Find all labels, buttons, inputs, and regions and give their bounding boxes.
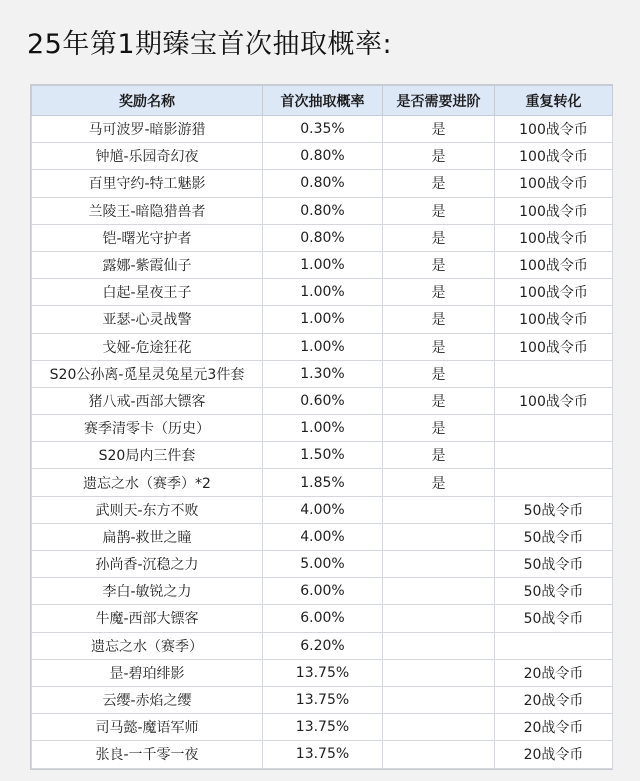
needs-advance-cell <box>383 605 495 632</box>
needs-advance-cell <box>383 714 495 741</box>
table-row <box>32 741 613 768</box>
needs-advance-cell: 是 <box>383 442 495 469</box>
needs-advance-cell <box>383 551 495 578</box>
reward-name-cell: 遗忘之水（赛季）*2 <box>32 469 263 496</box>
probability-cell: 1.85% <box>263 469 383 496</box>
needs-advance-cell: 是 <box>383 387 495 414</box>
table-row <box>32 360 613 387</box>
conversion-cell: 50战令币 <box>495 578 613 605</box>
conversion-cell: 20战令币 <box>495 741 613 768</box>
table-row <box>32 116 613 143</box>
conversion-cell: 100战令币 <box>495 279 613 306</box>
needs-advance-cell: 是 <box>383 360 495 387</box>
header-reward-name: 奖励名称 <box>32 86 263 116</box>
conversion-cell <box>495 415 613 442</box>
probability-cell: 0.35% <box>263 116 383 143</box>
table-row <box>32 143 613 170</box>
reward-name-cell: 戈娅-危途狂花 <box>32 333 263 360</box>
probability-cell: 13.75% <box>263 714 383 741</box>
reward-name-cell: 司马懿-魔语军师 <box>32 714 263 741</box>
conversion-cell: 100战令币 <box>495 197 613 224</box>
header-first-draw-probability: 首次抽取概率 <box>263 86 383 116</box>
probability-cell: 1.00% <box>263 251 383 278</box>
needs-advance-cell: 是 <box>383 251 495 278</box>
conversion-cell: 50战令币 <box>495 496 613 523</box>
conversion-cell <box>495 632 613 659</box>
needs-advance-cell <box>383 496 495 523</box>
reward-name-cell: S20公孙离-觅星灵兔星元3件套 <box>32 360 263 387</box>
needs-advance-cell: 是 <box>383 116 495 143</box>
reward-name-cell: 李白-敏锐之力 <box>32 578 263 605</box>
conversion-cell: 100战令币 <box>495 116 613 143</box>
probability-cell: 1.00% <box>263 333 383 360</box>
conversion-cell: 20战令币 <box>495 686 613 713</box>
needs-advance-cell <box>383 578 495 605</box>
table-row <box>32 415 613 442</box>
probability-cell: 6.20% <box>263 632 383 659</box>
reward-name-cell: 遗忘之水（赛季） <box>32 632 263 659</box>
probability-cell: 4.00% <box>263 523 383 550</box>
conversion-cell: 100战令币 <box>495 143 613 170</box>
probability-cell: 0.80% <box>263 224 383 251</box>
conversion-cell: 20战令币 <box>495 714 613 741</box>
reward-name-cell: 亚瑟-心灵战警 <box>32 306 263 333</box>
reward-name-cell: S20局内三件套 <box>32 442 263 469</box>
needs-advance-cell: 是 <box>383 333 495 360</box>
conversion-cell <box>495 469 613 496</box>
needs-advance-cell: 是 <box>383 224 495 251</box>
probability-cell: 6.00% <box>263 605 383 632</box>
table-row <box>32 197 613 224</box>
probability-cell: 1.00% <box>263 279 383 306</box>
page-title: 25年第1期臻宝首次抽取概率: <box>27 29 393 60</box>
reward-name-cell: 牛魔-西部大镖客 <box>32 605 263 632</box>
table-row <box>32 686 613 713</box>
table-row <box>32 714 613 741</box>
reward-name-cell: 张良-一千零一夜 <box>32 741 263 768</box>
probability-table <box>30 84 613 770</box>
probability-cell: 1.50% <box>263 442 383 469</box>
needs-advance-cell: 是 <box>383 170 495 197</box>
reward-name-cell: 兰陵王-暗隐猎兽者 <box>32 197 263 224</box>
reward-name-cell: 扁鹊-救世之瞳 <box>32 523 263 550</box>
reward-name-cell: 露娜-紫霞仙子 <box>32 251 263 278</box>
needs-advance-cell: 是 <box>383 143 495 170</box>
probability-cell: 6.00% <box>263 578 383 605</box>
probability-cell: 13.75% <box>263 741 383 768</box>
reward-name-cell: 云缨-赤焰之缨 <box>32 686 263 713</box>
needs-advance-cell: 是 <box>383 469 495 496</box>
probability-cell: 0.80% <box>263 143 383 170</box>
reward-name-cell: 猪八戒-西部大镖客 <box>32 387 263 414</box>
table-header-row <box>32 86 613 116</box>
table-row <box>32 442 613 469</box>
probability-cell: 0.80% <box>263 197 383 224</box>
probability-cell: 13.75% <box>263 659 383 686</box>
table-row <box>32 224 613 251</box>
table-row <box>32 469 613 496</box>
probability-cell: 1.00% <box>263 415 383 442</box>
table-row <box>32 578 613 605</box>
probability-cell: 4.00% <box>263 496 383 523</box>
probability-cell: 5.00% <box>263 551 383 578</box>
conversion-cell: 100战令币 <box>495 251 613 278</box>
table-row <box>32 523 613 550</box>
table-row <box>32 632 613 659</box>
probability-cell: 0.80% <box>263 170 383 197</box>
probability-cell: 0.60% <box>263 387 383 414</box>
needs-advance-cell <box>383 632 495 659</box>
table-row <box>32 551 613 578</box>
needs-advance-cell: 是 <box>383 279 495 306</box>
probability-cell: 1.30% <box>263 360 383 387</box>
needs-advance-cell <box>383 523 495 550</box>
conversion-cell: 50战令币 <box>495 523 613 550</box>
needs-advance-cell: 是 <box>383 197 495 224</box>
reward-name-cell: 钟馗-乐园奇幻夜 <box>32 143 263 170</box>
probability-cell: 13.75% <box>263 686 383 713</box>
reward-name-cell: 百里守约-特工魅影 <box>32 170 263 197</box>
table-body <box>32 116 613 769</box>
header-needs-advance: 是否需要进阶 <box>383 86 495 116</box>
header-duplicate-conversion: 重复转化 <box>495 86 613 116</box>
table-row <box>32 170 613 197</box>
conversion-cell: 100战令币 <box>495 306 613 333</box>
conversion-cell: 50战令币 <box>495 605 613 632</box>
needs-advance-cell <box>383 686 495 713</box>
reward-name-cell: 铠-曙光守护者 <box>32 224 263 251</box>
needs-advance-cell <box>383 741 495 768</box>
reward-name-cell: 白起-星夜王子 <box>32 279 263 306</box>
needs-advance-cell: 是 <box>383 415 495 442</box>
table-row <box>32 306 613 333</box>
conversion-cell: 100战令币 <box>495 224 613 251</box>
reward-name-cell: 昰-碧珀绯影 <box>32 659 263 686</box>
conversion-cell: 100战令币 <box>495 333 613 360</box>
conversion-cell: 50战令币 <box>495 551 613 578</box>
needs-advance-cell <box>383 659 495 686</box>
conversion-cell: 20战令币 <box>495 659 613 686</box>
table-row <box>32 387 613 414</box>
table-row <box>32 333 613 360</box>
conversion-cell <box>495 442 613 469</box>
table-row <box>32 659 613 686</box>
conversion-cell: 100战令币 <box>495 387 613 414</box>
reward-name-cell: 马可波罗-暗影游猎 <box>32 116 263 143</box>
conversion-cell <box>495 360 613 387</box>
table-row <box>32 605 613 632</box>
conversion-cell: 100战令币 <box>495 170 613 197</box>
table-row <box>32 496 613 523</box>
reward-name-cell: 武则天-东方不败 <box>32 496 263 523</box>
reward-name-cell: 赛季清零卡（历史） <box>32 415 263 442</box>
table-row <box>32 279 613 306</box>
table-row <box>32 251 613 278</box>
needs-advance-cell: 是 <box>383 306 495 333</box>
probability-cell: 1.00% <box>263 306 383 333</box>
reward-name-cell: 孙尚香-沉稳之力 <box>32 551 263 578</box>
